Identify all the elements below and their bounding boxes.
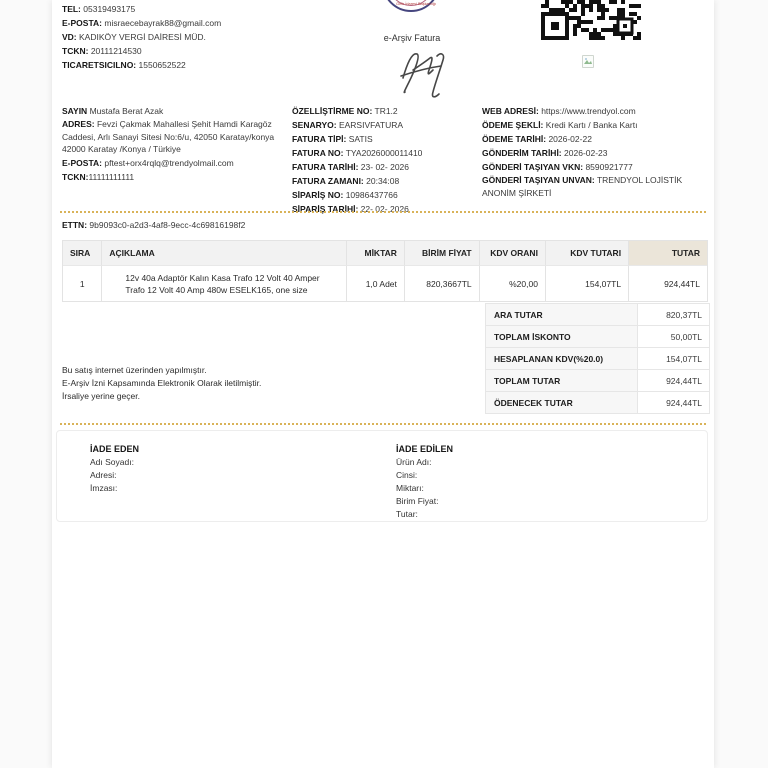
gib-stamp-text: Gelir İdaresi Başkanlığı: [396, 2, 436, 6]
meta-fatura-zamani: [292, 174, 422, 188]
seller-sicil: [62, 58, 221, 72]
ship-odeme-tarihi-label: ÖDEME TARİHİ:: [482, 134, 547, 144]
meta-fatura-tipi-label: FATURA TİPİ:: [292, 134, 347, 144]
seller-tel: [62, 2, 221, 16]
ettn-label: ETTN:: [62, 220, 88, 230]
meta-ozellistirme-value: TR1.2: [374, 106, 398, 116]
ship-web-label: WEB ADRESİ:: [482, 106, 539, 116]
gib-stamp-icon: [382, 0, 440, 12]
seller-vd-value: KADIKÖY VERGİ DAİRESİ MÜD.: [79, 32, 206, 42]
earsiv-fatura-label: e-Arşiv Fatura: [383, 33, 441, 43]
col-header-kdv-orani: KDV ORANI: [480, 241, 546, 265]
meta-siparis-no: [292, 188, 422, 202]
col-header-tutar: TUTAR: [629, 241, 707, 265]
note-line-3: İrsaliye yerine geçer.: [62, 391, 140, 401]
buyer-eposta: [62, 156, 294, 170]
ship-web-value: https://www.trendyol.com: [541, 106, 636, 116]
ship-web: [482, 104, 708, 118]
cell-miktar: 1,0 Adet: [347, 265, 405, 301]
buyer-tckn: [62, 170, 294, 184]
ship-vkn-value: 8590921777: [585, 162, 633, 172]
meta-fatura-no-value: TYA2026000011410: [345, 148, 423, 158]
total-label-kdv: HESAPLANAN KDV(%20.0): [486, 348, 637, 369]
seller-tckn: [62, 44, 221, 58]
meta-siparis-no-value: 10986437766: [345, 190, 398, 200]
ettn-line: [62, 218, 245, 232]
ettn-value: 9b9093c0-a2d3-4af8-9ecc-4c69816198f2: [89, 220, 246, 230]
meta-fatura-zamani-label: FATURA ZAMANI:: [292, 176, 364, 186]
seller-tel-label: TEL:: [62, 4, 81, 14]
buyer-sayin-label: SAYIN: [62, 106, 88, 116]
meta-senaryo-label: SENARYO:: [292, 120, 337, 130]
meta-ozellistirme: [292, 104, 422, 118]
seller-email-value: misraecebayrak88@gmail.com: [104, 18, 222, 28]
col-header-aciklama: AÇIKLAMA: [102, 241, 347, 265]
meta-senaryo-value: EARSIVFATURA: [338, 120, 404, 130]
seller-info-block: [62, 2, 221, 72]
iade-edilen-birim-fiyat: Birim Fiyat:: [396, 496, 439, 506]
seller-tckn-value: 20111214530: [90, 46, 142, 56]
dashed-separator-bottom: [60, 423, 706, 425]
note-line-2: E-Arşiv İzni Kapsamında Elektronik Olarak iletilmiştir.: [62, 378, 262, 388]
total-label-iskonto: TOPLAM İSKONTO: [486, 326, 637, 347]
ship-unvan: [482, 174, 708, 199]
buyer-name: Mustafa Berat Azak: [89, 106, 164, 116]
iade-eden-title: İADE EDEN: [90, 444, 140, 454]
meta-fatura-tipi: [292, 132, 422, 146]
ship-gonderim-tarihi-value: 2026-02-23: [564, 148, 608, 158]
ship-vkn-label: GÖNDERİ TAŞIYAN VKN:: [482, 162, 584, 172]
meta-ozellistirme-label: ÖZELLİŞTİRME NO:: [292, 106, 373, 116]
iade-edilen-cinsi: Cinsi:: [396, 470, 418, 480]
col-header-sira: SIRA: [63, 241, 102, 265]
iade-eden-imzasi: İmzası:: [90, 483, 118, 493]
invoice-meta-block: [292, 104, 422, 216]
qr-code: [541, 0, 641, 40]
meta-senaryo: [292, 118, 422, 132]
cell-sira: 1: [63, 265, 102, 301]
meta-siparis-tarihi-label: SİPARİŞ TARİHİ:: [292, 204, 359, 214]
totals-table: [485, 303, 710, 414]
note-line-1: Bu satış internet üzerinden yapılmıştır.: [62, 365, 207, 375]
col-header-miktar: MİKTAR: [347, 241, 405, 265]
signature-icon: [357, 48, 477, 100]
dashed-separator-top: [60, 211, 706, 213]
total-row-iskonto: [485, 326, 710, 348]
notes-block: [62, 364, 261, 403]
total-value-iskonto: 50,00TL: [637, 326, 709, 347]
total-value-odenecek: 924,44TL: [637, 392, 709, 413]
buyer-adres-value: Fevzi Çakmak Mahallesi Şehit Hamdi Karagöz Caddesi, Arlı Sanayi Sitesi No:6/u, 42050 Karatay/konya 42000 Karatay /Konya / Türkiye: [62, 119, 275, 154]
cell-aciklama: 12v 40a Adaptör Kalın Kasa Trafo 12 Volt 40 Amper Trafo 12 Volt 40 Amp 480w ESELK165, one size: [125, 272, 320, 295]
cell-kdv-tutari: 154,07TL: [546, 265, 629, 301]
total-value-ara-tutar: 820,37TL: [637, 304, 709, 325]
total-label-ara-tutar: ARA TUTAR: [486, 304, 637, 325]
total-row-odenecek: [485, 392, 710, 414]
seller-sicil-value: 1550652522: [138, 60, 186, 70]
invoice-page: [52, 0, 714, 768]
ship-odeme-sekli-value: Kredi Kartı / Banka Kartı: [545, 120, 638, 130]
ship-odeme-sekli: [482, 118, 708, 132]
meta-siparis-tarihi-value: 22- 02- 2026: [360, 204, 409, 214]
iade-box: [56, 430, 708, 522]
total-value-kdv: 154,07TL: [637, 348, 709, 369]
meta-fatura-no-label: FATURA NO:: [292, 148, 344, 158]
ship-gonderim-tarihi-label: GÖNDERİM TARİHİ:: [482, 148, 562, 158]
meta-fatura-tarihi-label: FATURA TARİHİ:: [292, 162, 359, 172]
ship-vkn: [482, 160, 708, 174]
buyer-eposta-value: pftest+orx4rqlq@trendyolmail.com: [104, 157, 234, 168]
buyer-tckn-value: 11111111111: [88, 171, 135, 182]
table-row: [63, 265, 707, 301]
iade-eden-adresi: Adresi:: [90, 470, 117, 480]
items-table-header: [63, 241, 707, 265]
items-table: [62, 240, 708, 302]
iade-edilen-title: İADE EDİLEN: [396, 444, 454, 454]
iade-edilen-miktari: Miktarı:: [396, 483, 424, 493]
ship-odeme-tarihi-value: 2026-02-22: [548, 134, 592, 144]
total-row-toplam: [485, 370, 710, 392]
buyer-eposta-label: E-POSTA:: [62, 157, 102, 168]
seller-tel-value: 05319493175: [83, 4, 136, 14]
buyer-info-block: [62, 104, 294, 184]
seller-sicil-label: TICARETSICILNO:: [62, 60, 137, 70]
ship-odeme-sekli-label: ÖDEME ŞEKLİ:: [482, 120, 544, 130]
total-label-odenecek: ÖDENECEK TUTAR: [486, 392, 637, 413]
ship-unvan-label: GÖNDERİ TAŞIYAN UNVAN:: [482, 175, 595, 185]
shipping-info-block: [482, 104, 708, 199]
meta-fatura-no: [292, 146, 422, 160]
seller-vd-label: VD:: [62, 32, 77, 42]
cell-tutar: 924,44TL: [629, 265, 707, 301]
cell-kdv-orani: %20,00: [480, 265, 546, 301]
meta-fatura-tarihi: [292, 160, 422, 174]
iade-eden-adi-soyadi: Adı Soyadı:: [90, 457, 134, 467]
meta-siparis-no-label: SİPARİŞ NO:: [292, 190, 344, 200]
meta-siparis-tarihi: [292, 202, 422, 216]
broken-image-icon: [582, 55, 594, 68]
iade-edilen-column: [396, 442, 453, 521]
buyer-sayin: [62, 104, 294, 118]
ship-unvan-value: TRENDYOL LOJİSTİK ANONİM ŞİRKETİ: [482, 175, 683, 198]
meta-fatura-zamani-value: 20:34:08: [366, 176, 400, 186]
seller-vd: [62, 30, 221, 44]
col-header-kdv-tutari: KDV TUTARI: [546, 241, 629, 265]
ship-gonderim-tarihi: [482, 146, 708, 160]
total-value-toplam: 924,44TL: [637, 370, 709, 391]
total-row-ara-tutar: [485, 304, 710, 326]
meta-fatura-tarihi-value: 23- 02- 2026: [360, 162, 409, 172]
cell-birim-fiyat: 820,3667TL: [405, 265, 480, 301]
qr-code-pattern: [541, 0, 641, 40]
seller-tckn-label: TCKN:: [62, 46, 89, 56]
seller-email: [62, 16, 221, 30]
total-row-kdv: [485, 348, 710, 370]
seller-email-label: E-POSTA:: [62, 18, 102, 28]
meta-fatura-tipi-value: SATIS: [348, 134, 373, 144]
buyer-adres: [62, 118, 294, 156]
iade-edilen-urun-adi: Ürün Adı:: [396, 457, 432, 467]
ship-odeme-tarihi: [482, 132, 708, 146]
iade-eden-column: [90, 442, 139, 495]
col-header-birim-fiyat: BİRİM FİYAT: [405, 241, 480, 265]
iade-edilen-tutar: Tutar:: [396, 509, 418, 519]
total-label-toplam: TOPLAM TUTAR: [486, 370, 637, 391]
buyer-adres-label: ADRES:: [62, 119, 95, 129]
buyer-tckn-label: TCKN:: [62, 171, 89, 182]
